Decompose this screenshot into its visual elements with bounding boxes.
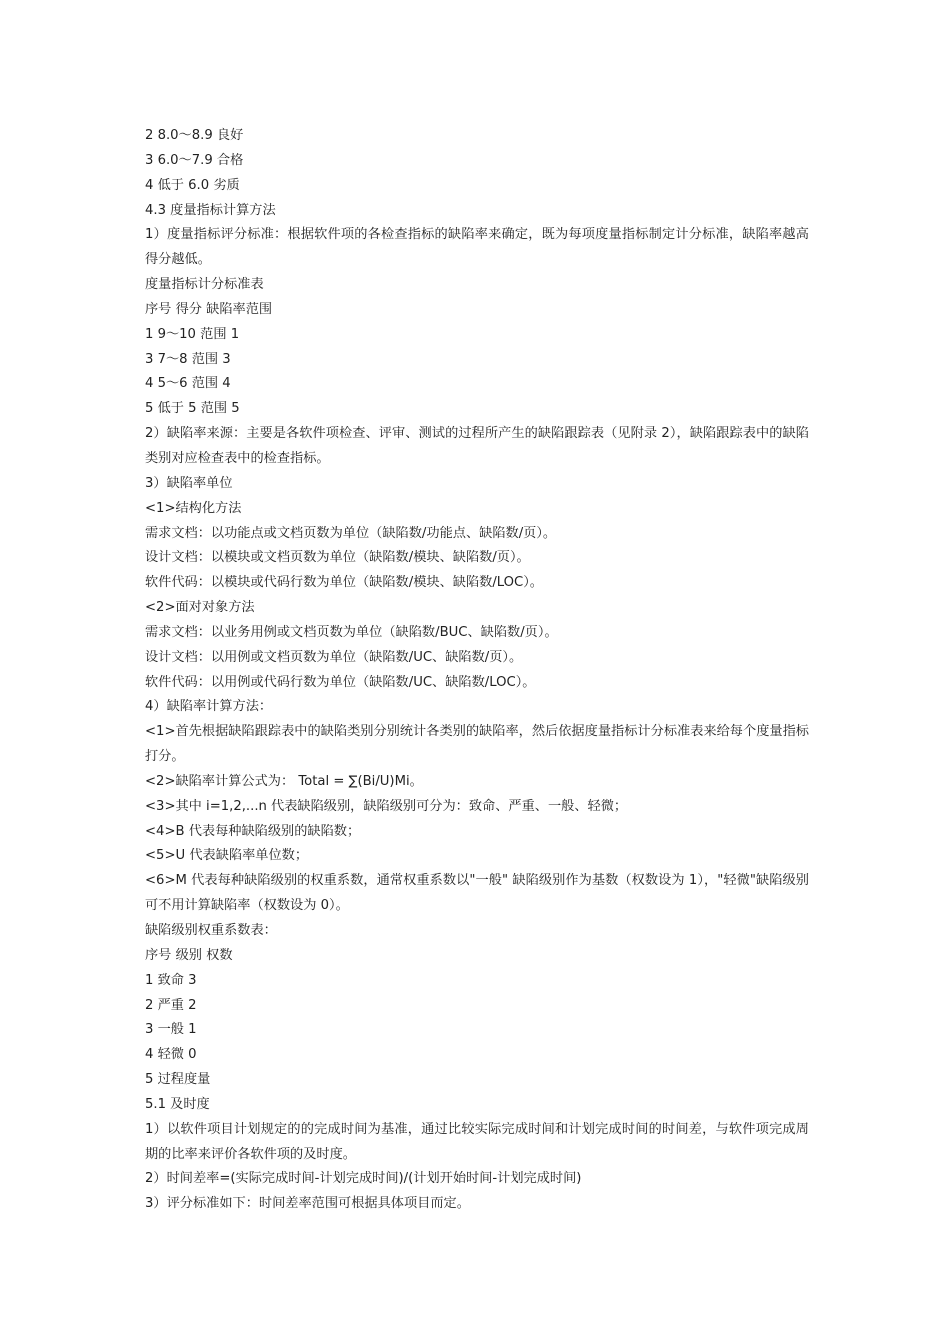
list-item: 3）评分标准如下：时间差率范围可根据具体项目而定。 — [145, 1196, 470, 1212]
list-item: 设计文档：以模块或文档页数为单位（缺陷数/模块、缺陷数/页）。 — [145, 550, 530, 566]
formula-line: <2>缺陷率计算公式为： Total = ∑(Bi/U)Mi。 — [145, 773, 423, 789]
list-item: 设计文档：以用例或文档页数为单位（缺陷数/UC、缺陷数/页）。 — [145, 649, 523, 665]
document-body — [145, 124, 809, 1217]
paragraph-scoring-standard: 1）度量指标评分标准：根据软件项的各检查指标的缺陷率来确定，既为每项度量指标制定计分标准，缺陷率越高得分越低。 — [145, 227, 809, 268]
table-row: 3 7～8 范围 3 — [145, 351, 231, 367]
grade-row-4: 4 低于 6.0 劣质 — [145, 177, 240, 193]
table-row: 4 轻微 0 — [145, 1047, 197, 1063]
section-heading-5: 5 过程度量 — [145, 1072, 211, 1088]
paragraph-timeliness: 1）以软件项目计划规定的的完成时间为基准，通过比较实际完成时间和计划完成时间的时间差，与软件项完成周期的比率来评价各软件项的及时度。 — [145, 1121, 809, 1162]
paragraph-weight-coefficient: <6>M 代表每种缺陷级别的权重系数，通常权重系数以"一般" 缺陷级别作为基数（权数设为 1），"轻微"缺陷级别可不用计算缺陷率（权数设为 0）。 — [145, 873, 809, 914]
list-item: 软件代码：以用例或代码行数为单位（缺陷数/UC、缺陷数/LOC）。 — [145, 674, 536, 690]
list-item: <4>B 代表每种缺陷级别的缺陷数； — [145, 823, 361, 839]
table-caption-weight: 缺陷级别权重系数表： — [145, 923, 277, 938]
paragraph-calc-step-1: <1>首先根据缺陷跟踪表中的缺陷类别分别统计各类别的缺陷率，然后依据度量指标计分标准表来给每个度量指标打分。 — [145, 724, 809, 765]
subheading-structured-method: <1>结构化方法 — [145, 500, 242, 516]
table-header-scoring: 序号 得分 缺陷率范围 — [145, 301, 273, 317]
table-caption-scoring: 度量指标计分标准表 — [145, 277, 264, 293]
formula-line: 2）时间差率=(实际完成时间-计划完成时间)/(计划开始时间-计划完成时间) — [145, 1171, 582, 1187]
subheading-calc-method: 4）缺陷率计算方法： — [145, 699, 273, 715]
table-header-weight: 序号 级别 权数 — [145, 947, 233, 963]
list-item: 软件代码：以模块或代码行数为单位（缺陷数/模块、缺陷数/LOC）。 — [145, 575, 543, 591]
table-row: 4 5～6 范围 4 — [145, 376, 231, 392]
list-item: 需求文档：以功能点或文档页数为单位（缺陷数/功能点、缺陷数/页）。 — [145, 525, 557, 541]
list-item: <3>其中 i=1,2,...n 代表缺陷级别，缺陷级别可分为：致命、严重、一般、轻微； — [145, 798, 628, 814]
list-item: <5>U 代表缺陷率单位数； — [145, 848, 309, 864]
table-row: 1 9～10 范围 1 — [145, 326, 240, 342]
table-row: 1 致命 3 — [145, 972, 197, 988]
paragraph-defect-source: 2）缺陷率来源：主要是各软件项检查、评审、测试的过程所产生的缺陷跟踪表（见附录 2），缺陷跟踪表中的缺陷类别对应检查表中的检查指标。 — [145, 426, 809, 466]
list-item: 需求文档：以业务用例或文档页数为单位（缺陷数/BUC、缺陷数/页）。 — [145, 624, 558, 640]
section-heading-4-3: 4.3 度量指标计算方法 — [145, 202, 276, 218]
section-heading-5-1: 5.1 及时度 — [145, 1096, 210, 1112]
subheading-object-method: <2>面对对象方法 — [145, 600, 255, 616]
grade-row-2: 2 8.0～8.9 良好 — [145, 128, 244, 143]
table-row: 5 低于 5 范围 5 — [145, 401, 240, 417]
table-row: 3 一般 1 — [145, 1022, 197, 1038]
table-row: 2 严重 2 — [145, 997, 197, 1013]
subheading-defect-unit: 3）缺陷率单位 — [145, 475, 233, 491]
grade-row-3: 3 6.0～7.9 合格 — [145, 152, 244, 168]
